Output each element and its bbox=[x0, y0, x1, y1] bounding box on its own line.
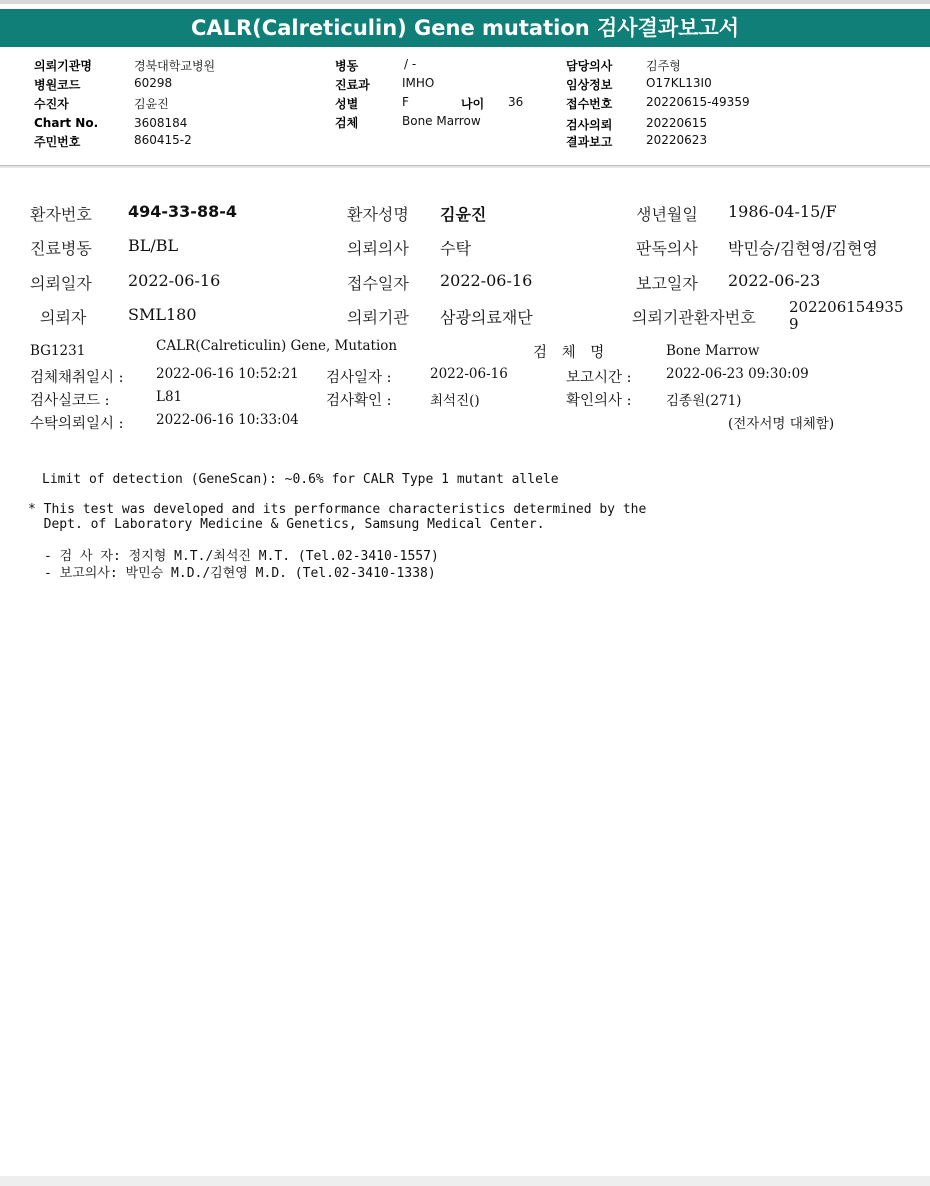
value-org-patient-no-line2: 9 bbox=[789, 315, 799, 333]
label-specimen-header: 검체 bbox=[335, 116, 359, 130]
label-age: 나이 bbox=[461, 97, 485, 111]
label-test-date: 검사일자 : bbox=[326, 370, 392, 386]
label-patient-name: 환자성명 bbox=[347, 205, 409, 224]
value-report-date: 2022-06-23 bbox=[728, 271, 821, 290]
value-hospital-code: 60298 bbox=[134, 76, 173, 90]
value-request-date: 2022-06-16 bbox=[128, 271, 221, 290]
label-lab-code: 검사실코드 : bbox=[30, 393, 110, 409]
label-receipt-date: 접수일자 bbox=[347, 274, 409, 293]
value-resident-no: 860415-2 bbox=[134, 133, 192, 147]
label-test-request: 검사의뢰 bbox=[566, 118, 613, 132]
value-report-time: 2022-06-23 09:30:09 bbox=[666, 366, 809, 382]
label-ward-clinic: 진료병동 bbox=[30, 239, 92, 258]
label-resident-no: 주민번호 bbox=[34, 135, 81, 149]
value-requesting-doctor: 수탁 bbox=[440, 239, 471, 258]
value-sex: F bbox=[402, 95, 409, 109]
value-patient-no: 494-33-88-4 bbox=[128, 202, 237, 221]
label-report-date: 보고일자 bbox=[636, 274, 698, 293]
tester-line: - 검 사 자: 정지형 M.T./최석진 M.T. (Tel.02-3410-1557) bbox=[44, 549, 439, 564]
label-patient-no: 환자번호 bbox=[30, 205, 92, 224]
value-specimen-name: Bone Marrow bbox=[666, 343, 760, 359]
label-confirming-doctor: 확인의사 : bbox=[566, 393, 632, 409]
label-outsource-request-time: 수탁의뢰일시 : bbox=[30, 416, 124, 432]
label-sex: 성별 bbox=[335, 97, 359, 111]
reporting-doctor-line: - 보고의사: 박민승 M.D./김현영 M.D. (Tel.02-3410-1338) bbox=[44, 566, 436, 581]
value-clinical-info: O17KL13I0 bbox=[646, 76, 712, 90]
label-requesting-institution: 의뢰기관명 bbox=[34, 59, 92, 73]
divider bbox=[0, 167, 930, 168]
value-specimen-header: Bone Marrow bbox=[402, 114, 481, 128]
development-note-line2: Dept. of Laboratory Medicine & Genetics, Samsung Medical Center. bbox=[28, 517, 545, 532]
value-chart-no: 3608184 bbox=[134, 116, 188, 130]
value-test-date: 2022-06-16 bbox=[430, 366, 508, 382]
value-reception-no: 20220615-49359 bbox=[646, 95, 750, 109]
value-test-confirm: 최석진() bbox=[430, 393, 480, 409]
test-code: BG1231 bbox=[30, 343, 86, 359]
value-ward: / - bbox=[404, 57, 417, 71]
label-request-date: 의뢰일자 bbox=[30, 274, 92, 293]
test-name: CALR(Calreticulin) Gene, Mutation bbox=[156, 338, 398, 354]
value-org-patient-no-line1: 202206154935 bbox=[789, 298, 904, 316]
label-reception-no: 접수번호 bbox=[566, 97, 613, 111]
label-specimen-name: 검 체 명 bbox=[533, 345, 605, 361]
value-lab-code: L81 bbox=[156, 389, 183, 405]
value-ward-clinic: BL/BL bbox=[128, 236, 179, 255]
label-requesting-doctor: 의뢰의사 bbox=[347, 239, 409, 258]
label-department: 진료과 bbox=[335, 78, 370, 92]
value-examinee: 김윤진 bbox=[134, 97, 169, 111]
value-birth-date: 1986-04-15/F bbox=[728, 202, 837, 221]
value-patient-name: 김윤진 bbox=[440, 205, 487, 224]
value-age: 36 bbox=[508, 95, 524, 109]
label-org-patient-no: 의뢰기관환자번호 bbox=[632, 308, 756, 327]
value-requester: SML180 bbox=[128, 305, 197, 324]
detection-limit-note: Limit of detection (GeneScan): ~0.6% for CALR Type 1 mutant allele bbox=[42, 472, 559, 487]
value-test-request: 20220615 bbox=[646, 116, 708, 130]
label-collection-time: 검체채취일시 : bbox=[30, 370, 124, 386]
value-reading-doctor: 박민승/김현영/김현영 bbox=[728, 239, 878, 258]
e-signature-note: (전자서명 대체함) bbox=[728, 416, 835, 432]
label-birth-date: 생년월일 bbox=[636, 205, 698, 224]
value-outsource-request-time: 2022-06-16 10:33:04 bbox=[156, 412, 299, 428]
value-department: IMHO bbox=[402, 76, 435, 90]
label-hospital-code: 병원코드 bbox=[34, 78, 81, 92]
development-note-line1: * This test was developed and its performance characteristics determined by the bbox=[28, 502, 647, 517]
value-requesting-org: 삼광의료재단 bbox=[440, 308, 533, 327]
label-attending-doctor: 담당의사 bbox=[566, 59, 613, 73]
label-test-confirm: 검사확인 : bbox=[326, 393, 392, 409]
label-chart-no: Chart No. bbox=[34, 116, 99, 130]
value-receipt-date: 2022-06-16 bbox=[440, 271, 533, 290]
label-report-time: 보고시간 : bbox=[566, 370, 632, 386]
value-confirming-doctor: 김종원(271) bbox=[666, 393, 742, 409]
value-attending-doctor: 김주형 bbox=[646, 59, 681, 73]
report-title: CALR(Calreticulin) Gene mutation 검사결과보고서 bbox=[0, 9, 930, 47]
label-result-report: 결과보고 bbox=[566, 135, 613, 149]
value-collection-time: 2022-06-16 10:52:21 bbox=[156, 366, 299, 382]
label-clinical-info: 임상정보 bbox=[566, 78, 613, 92]
value-result-report: 20220623 bbox=[646, 133, 708, 147]
top-border bbox=[0, 0, 930, 4]
label-reading-doctor: 판독의사 bbox=[636, 239, 698, 258]
label-examinee: 수진자 bbox=[34, 97, 69, 111]
label-ward: 병동 bbox=[335, 59, 359, 73]
label-requesting-org: 의뢰기관 bbox=[347, 308, 409, 327]
value-requesting-institution: 경북대학교병원 bbox=[134, 59, 216, 73]
label-requester: 의뢰자 bbox=[40, 308, 87, 327]
bottom-border bbox=[0, 1176, 930, 1186]
